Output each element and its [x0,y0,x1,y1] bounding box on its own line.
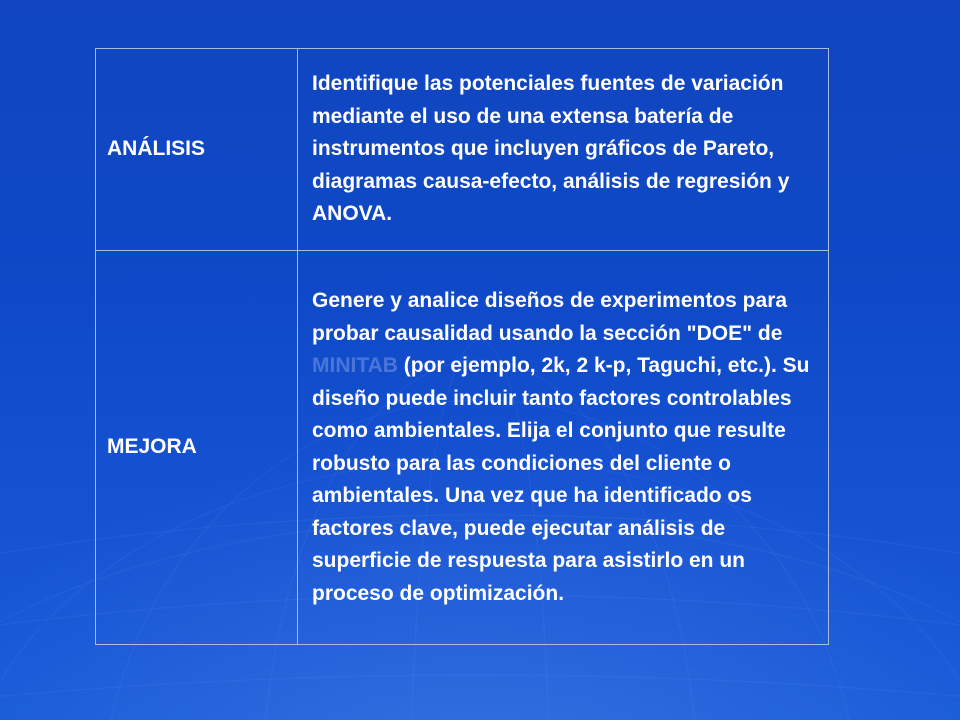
phase-description-analisis: Identifique las potenciales fuentes de variación mediante el uso de una extensa batería de instrumentos que incluyen gráficos de Pareto, diagramas causa-efecto, análisis de regresión y ANOVA. [298,49,829,251]
phase-label-analisis: ANÁLISIS [96,49,298,251]
description-text-after: (por ejemplo, 2k, 2 k-p, Taguchi, etc.). Su diseño puede incluir tanto factores controlables como ambientales. Elija el conjunto que resulte robusto para las condiciones del cliente o ambientales. Una vez que ha identificado os factores clave, puede ejecutar análisis de superficie de respuesta para asistirlo en un proceso de optimización. [312,354,810,605]
table-row-analisis [96,49,829,251]
faded-software-name: MINITAB [312,354,398,377]
table-row-mejora [96,251,829,645]
phase-description-mejora [298,251,829,645]
description-text-before: Genere y analice diseños de experimentos para probar causalidad usando la sección "DOE" de [312,289,788,345]
phase-label-mejora: MEJORA [96,251,298,645]
phase-table [95,48,829,645]
